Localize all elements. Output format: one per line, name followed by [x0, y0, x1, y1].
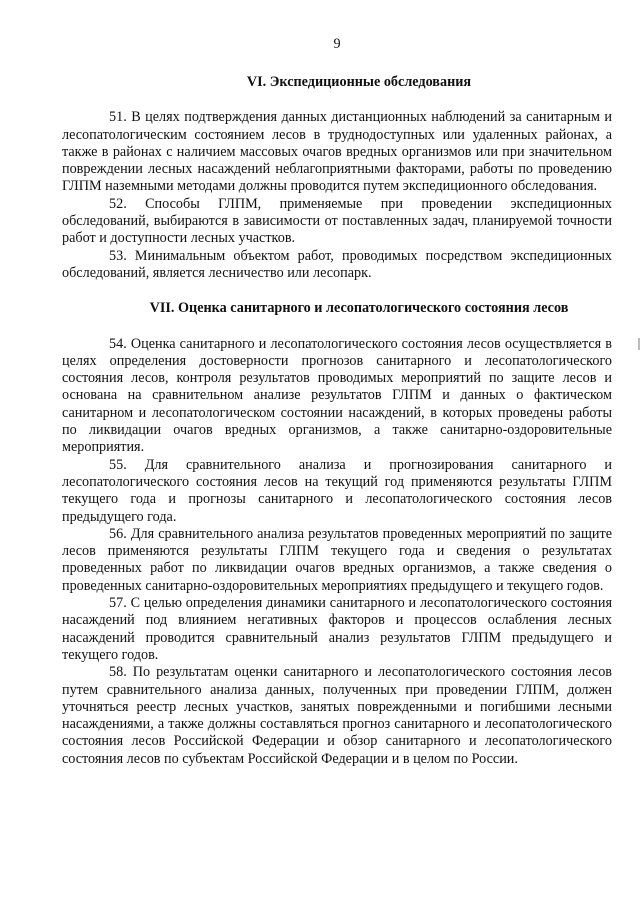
section-6-heading: VI. Экспедиционные обследования: [246, 74, 472, 90]
paragraph-51: 51. В целях подтверждения данных дистанционных наблюдений за санитарным и лесопатологическим состоянием лесов в труднодоступных или удаленных районах, а также в районах с наличием массовых очагов вредных организмов или при значительном повреждении лесных насаждений неблагоприятными факторами, работы по проведению ГЛПМ наземными методами должны проводится путем экспедиционного обследования.: [62, 109, 612, 195]
page-number: 9: [333, 36, 341, 52]
page-content: [62, 36, 612, 768]
section-7-heading: VII. Оценка санитарного и лесопатологического состояния лесов: [149, 300, 569, 317]
paragraph-55: 55. Для сравнительного анализа и прогнозирования санитарного и лесопатологического состояния лесов на текущий год применяются результаты ГЛПМ текущего года и прогнозы санитарного и лесопатологического состояния лесов предыдущего года.: [62, 456, 612, 525]
paragraph-53: 53. Минимальным объектом работ, проводимых посредством экспедиционных обследований, является лесничество или лесопарк.: [62, 247, 612, 281]
paragraph-52: 52. Способы ГЛПМ, применяемые при проведении экспедиционных обследований, выбираются в зависимости от поставленных задач, планируемой точности работ и доступности лесных участков.: [62, 195, 612, 247]
paragraph-56: 56. Для сравнительного анализа результатов проведенных мероприятий по защите лесов применяются результаты ГЛПМ текущего года и сведения о результатах проведенных работ по ликвидации очагов вредных организмов, а также сведения о проведенных санитарно-оздоровительных мероприятиях предыдущего и текущего годов.: [62, 525, 612, 594]
paragraph-54: 54. Оценка санитарного и лесопатологического состояния лесов осуществляется в целях определения достоверности прогнозов санитарного и лесопатологического состояния лесов, контроля результатов проводимых мероприятий по защите лесов и основана на сравнительном анализе результатов ГЛПМ и данных о фактическом санитарном и лесопатологическом состоянии насаждений, в которых проведены работы по ликвидации очагов вредных организмов, а также санитарно-оздоровительные мероприятия.: [62, 335, 612, 456]
paragraph-57: 57. С целью определения динамики санитарного и лесопатологического состояния насаждений под влиянием негативных факторов и процессов ослабления лесных насаждений проводится сравнительный анализ результатов ГЛПМ предыдущего и текущего годов.: [62, 595, 612, 663]
paragraph-58: 58. По результатам оценки санитарного и лесопатологического состояния лесов путем сравнительного анализа данных, полученных при проведении ГЛПМ, должен уточняться реестр лесных участков, занятых поврежденными и погибшими лесными насаждениями, а также должны составляться прогноз санитарного и лесопатологического состояния лесов Российской Федерации и обзор санитарного и лесопатологического состояния лесов по субъектам Российской Федерации и в целом по России.: [62, 664, 612, 767]
